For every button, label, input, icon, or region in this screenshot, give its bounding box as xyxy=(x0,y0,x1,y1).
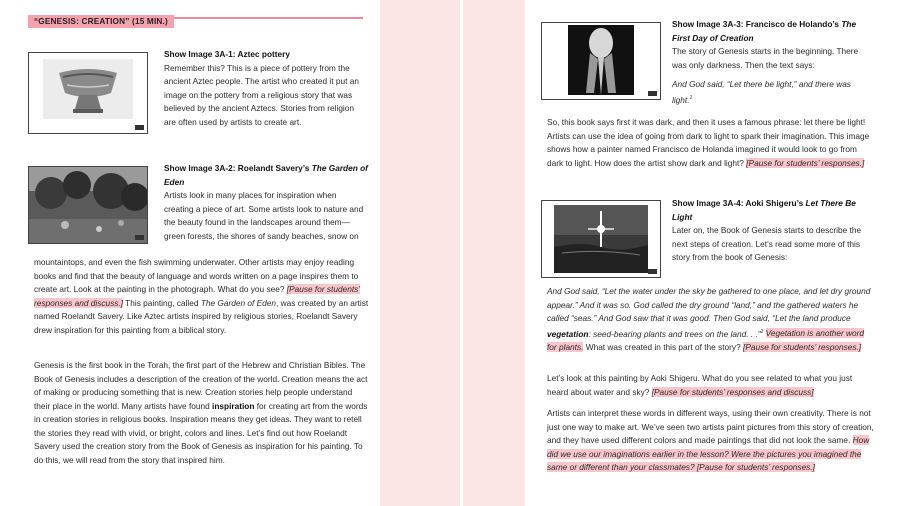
image-3a1-block xyxy=(164,48,366,129)
image-3a2-title-italic: The Garden of Eden xyxy=(164,163,368,187)
footnote-1: 1 xyxy=(689,94,693,101)
aztec-pottery-image xyxy=(28,52,148,134)
page-gutter-left xyxy=(380,0,460,506)
right-page xyxy=(525,0,900,506)
water-sky-paragraph xyxy=(547,372,875,399)
garden-of-eden-image xyxy=(28,166,148,244)
image-3a3-title-prefix: Show Image 3A-3: Francisco de Holando’s xyxy=(672,19,842,29)
image-3a4-block xyxy=(672,197,867,265)
pause-prompt-responses: [Pause for students’ responses.] xyxy=(746,157,865,168)
genesis-quote-a: And God said, “Let the water under the sky be gathered to one place, and let dry ground appear.” And it was so. God called the dry ground “land,” and the gathered waters he called “seas.” And God saw that it was good. Then God said, “Let the land produce xyxy=(547,286,871,323)
footnote-2: 2 xyxy=(760,328,764,335)
left-page xyxy=(0,0,380,506)
let-there-be-light-quote xyxy=(672,78,867,107)
first-day-of-creation-image xyxy=(541,22,661,100)
image-3a2-text-c: The Garden of Eden xyxy=(200,297,276,308)
genesis-text-a: Genesis is the first book in the Torah, the first part of the Hebrew and Christian Bibles. The Book of Genesis includes a description of the creation of the world. Creation means the act of making or producing something that is new. Creation stories help people understand their place in the world. Many artists have found xyxy=(34,360,368,411)
genesis-paragraph xyxy=(34,359,370,467)
pause-prompt-discuss-2: [Pause for students’ responses and discuss] xyxy=(651,386,814,397)
image-3a4-title-italic: Let There Be Light xyxy=(672,198,856,222)
image-3a2-paragraph-end xyxy=(34,256,370,337)
vegetation-definition: Vegetation is another word for plants. xyxy=(547,328,865,352)
image-3a3-block xyxy=(672,18,867,107)
image-tag xyxy=(648,269,657,274)
let-there-be-light-image xyxy=(541,200,661,278)
image-3a3-title-italic: The First Day of Creation xyxy=(672,19,857,43)
image-3a2-text-d: , was created by an artist named Roelandt Savery. Like Aztec artists inspired by religious stories, Roelandt Savery drew inspiration for this painting from a biblical story. xyxy=(34,297,369,335)
image-3a4-title xyxy=(672,197,867,224)
image-3a2-text-b: This painting, called xyxy=(123,297,201,308)
image-3a1-title: Show Image 3A-1: Aztec pottery xyxy=(164,49,291,59)
pause-prompt-responses-2: [Pause for students’ responses.] xyxy=(743,341,862,352)
image-3a3-text: The story of Genesis starts in the beginning. There was only darkness. Then the text says: xyxy=(672,46,859,70)
interpret-text: Artists can interpret these words in different ways, using their own creativity. There is not just one way to make art. We’ve seen two artists paint pictures from this story of creation, and they have used different colors and made paintings that did not look the same. xyxy=(547,408,874,445)
image-tag xyxy=(135,125,144,130)
continuation-text: mountaintops, and even the fish swimming underwater. Other artists may enjoy reading books and find that the beauty of language and words written on a page inspires them to create art. Look at the painting in the photograph. What do you see? xyxy=(34,257,359,294)
pause-prompt-discuss: [Pause for students’ responses and discuss.] xyxy=(34,284,361,308)
interpret-paragraph xyxy=(547,407,875,475)
section-header: “GENESIS: CREATION” (15 MIN.) xyxy=(28,15,174,28)
genesis-quote-paragraph xyxy=(547,285,875,354)
water-sky-text: Let’s look at this painting by Aoki Shigeru. What do you see related to what you just heard about water and sky? xyxy=(547,373,853,397)
image-3a4-title-prefix: Show Image 3A-4: Aoki Shigeru’s xyxy=(672,198,806,208)
inspiration-term: inspiration xyxy=(212,400,255,411)
image-tag xyxy=(135,235,144,240)
image-3a2-text-top xyxy=(164,189,368,257)
dark-light-paragraph xyxy=(547,116,872,170)
imagination-prompt: How did we use our imaginations earlier in the lesson? Were the pictures you imagined the same or different than your classmates? [Pause for students’ responses.] xyxy=(547,435,870,472)
image-3a1-text: Remember this? This is a piece of pottery from the ancient Aztec people. The artist who created it put an image on the pottery from a religious story that was believed by the ancient Aztecs. Stories from religion are often used by artists to create art. xyxy=(164,62,359,127)
genesis-text-b: for creating art from the words in creation stories in religious books. Inspiration means they get ideas. They want to retell the stories they read with vivid, or bright, colors and lines. Let’s find out how Roelandt Savery used the creation story from the Book of Genesis as inspiration for his painting. To do this, we will read from the story that inspired him. xyxy=(34,400,368,465)
image-3a3-title xyxy=(672,18,867,45)
page-gutter-right xyxy=(463,0,525,506)
vegetation-term: vegetation xyxy=(547,328,589,339)
image-3a2-title-prefix: Show Image 3A-2: Roelandt Savery’s xyxy=(164,163,312,173)
quote-text: And God said, “Let there be light,” and there was light. xyxy=(672,79,851,105)
genesis-question: What was created in this part of the story? xyxy=(583,341,741,352)
dark-light-text: So, this book says first it was dark, and then it uses a famous phrase: let there be light! Artists can use the idea of going from dark to light to spark their imagination. This image shows how a painter named Francisco de Holanda imagined it would look to go from dark to light. How does the artist show dark and light? xyxy=(547,117,870,168)
image-3a4-text: Later on, the Book of Genesis starts to describe the next steps of creation. Let’s read some more of this story from the book of Genesis: xyxy=(672,225,862,262)
image-tag xyxy=(648,91,657,96)
genesis-quote-b: : seed-bearing plants and trees on the land. . .” xyxy=(588,328,761,339)
image-3a2-heading xyxy=(164,162,368,189)
image-3a2-text-wrap: Artists look in many places for inspiration when creating a piece of art. Some artists look to nature and the beauty found in the landscapes around them—green forests, the shores of sandy beaches, snow on xyxy=(164,190,364,241)
